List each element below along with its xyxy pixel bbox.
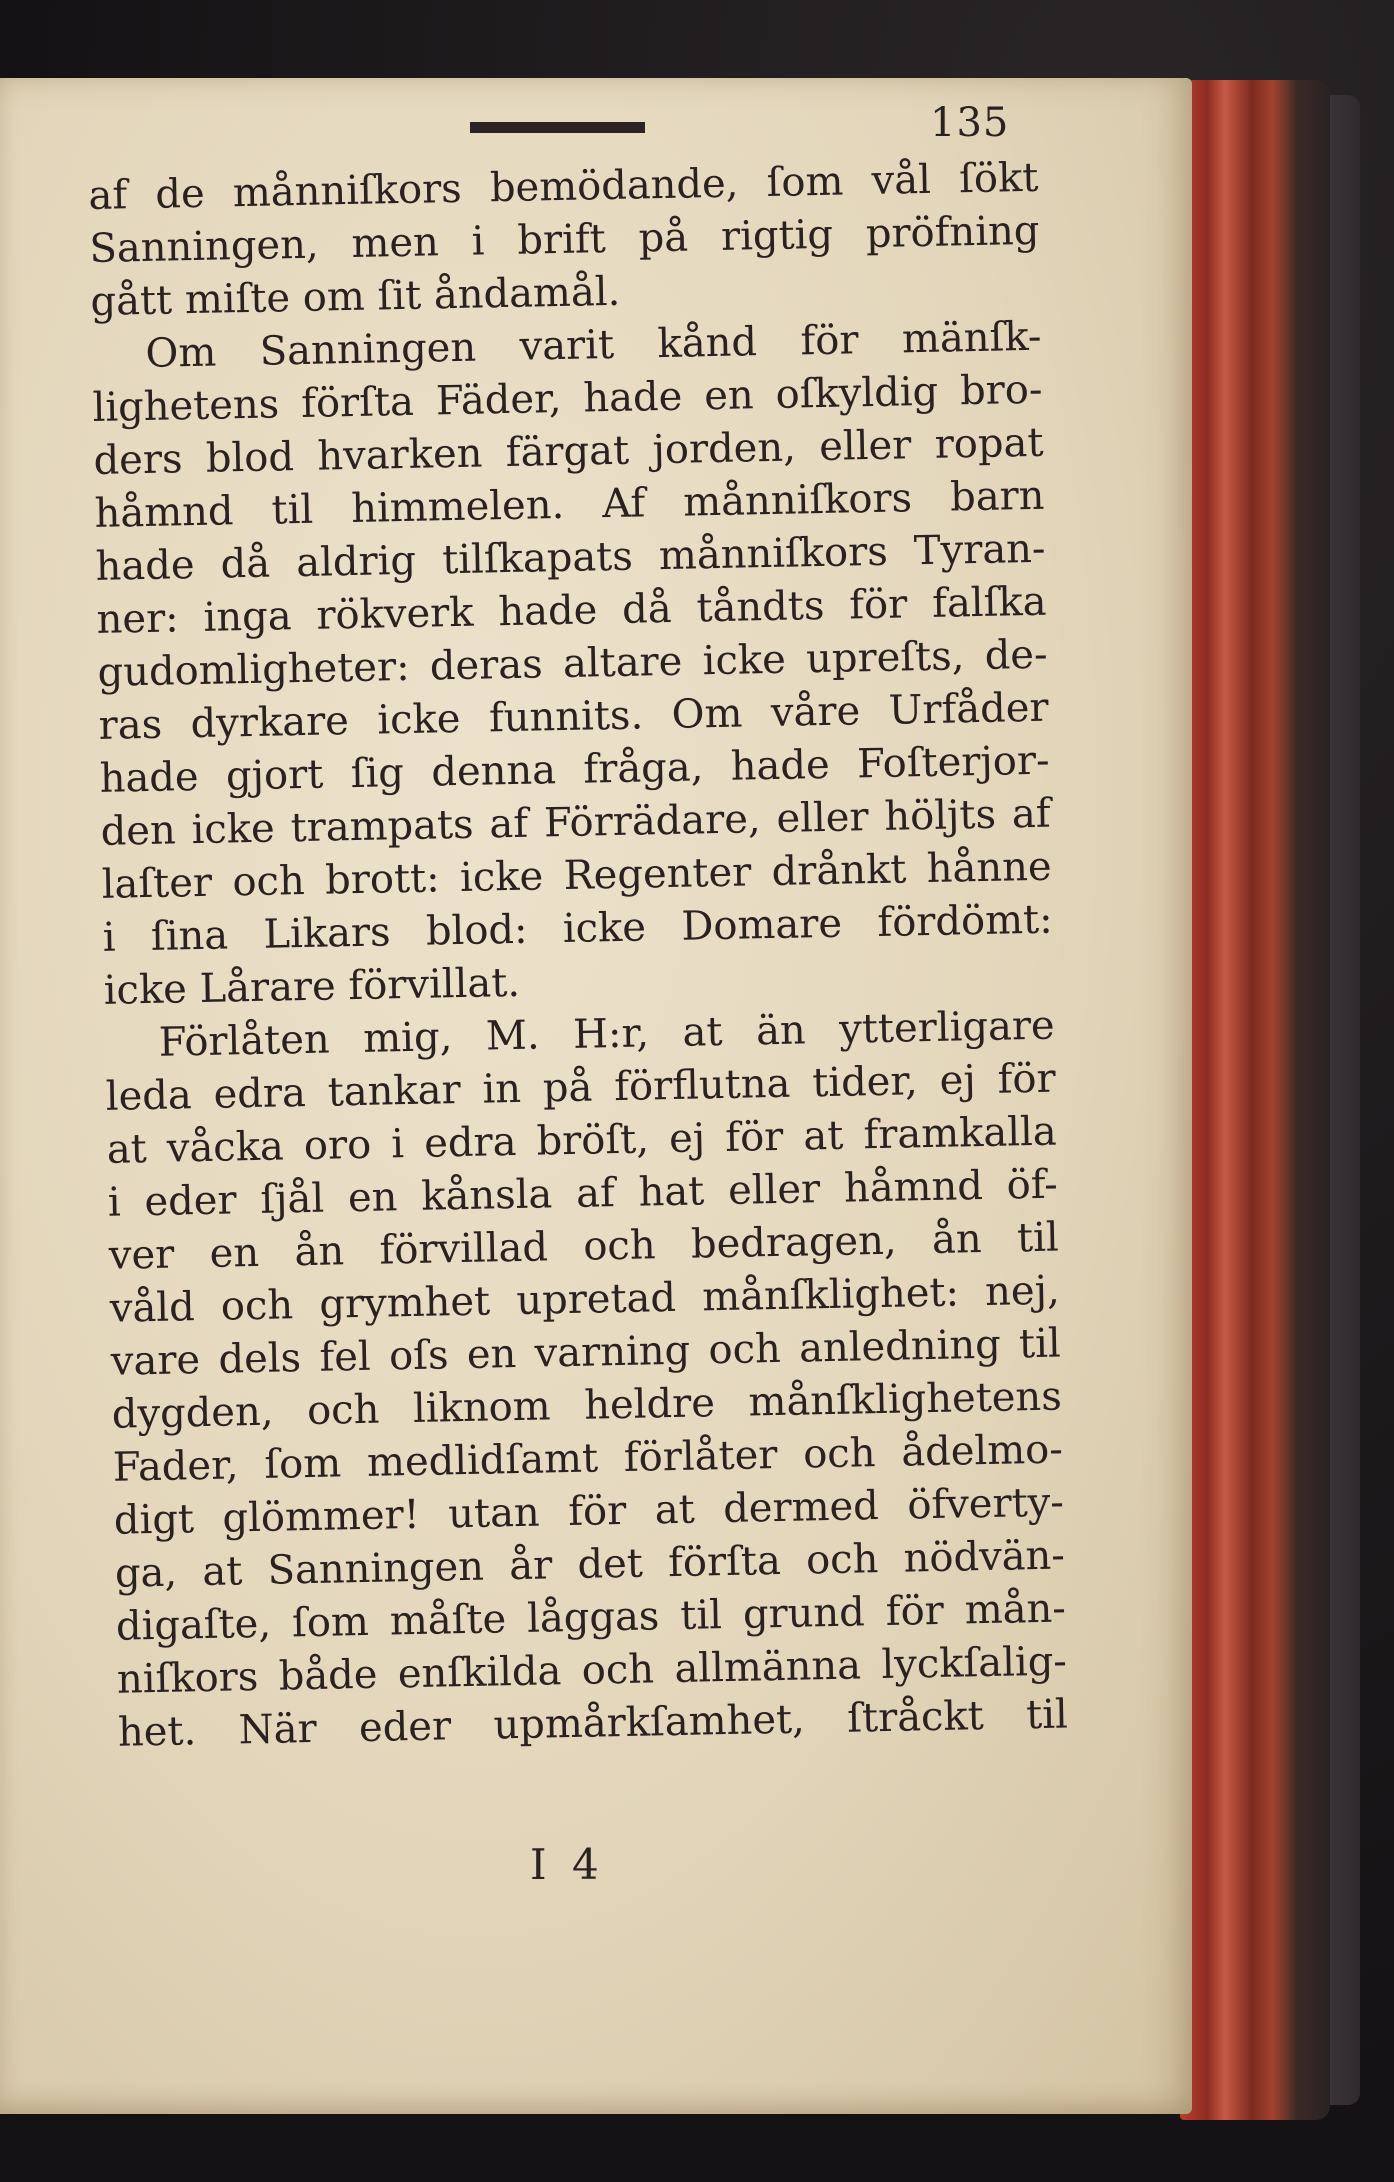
text-line: lighetens förſta Fäder, hade en oſkyldig bro- — [92, 366, 1043, 431]
text-line: i ſina Likars blod: icke Domare fördömt: — [102, 896, 1054, 961]
text-line: hade gjort ſig denna fråga, hade Foſterjor- — [99, 737, 1050, 802]
text-line: ga, at Sanningen år det förſta och nödvän- — [114, 1532, 1066, 1597]
text-line: ras dyrkare icke funnits. Om våre Urfåder — [98, 684, 1049, 749]
text-line: våld och grymhet upretad månſklighet: nej, — [109, 1267, 1061, 1332]
header-rule — [470, 122, 645, 133]
text-line: at våcka oro i edra bröſt, ej för at framkalla — [106, 1108, 1058, 1173]
text-line: ver en ån förvillad och bedragen, ån til — [108, 1214, 1060, 1279]
body-text — [88, 152, 1068, 1760]
text-line: i eder ſjål en kånsla af hat eller håmnd öf- — [107, 1161, 1059, 1226]
text-line: dygden, och liknom heldre månſklighetens — [111, 1373, 1063, 1438]
text-line: leda edra tankar in på förflutna tider, ej för — [105, 1055, 1057, 1120]
text-line: Förlåten mig, M. H:r, at än ytterligare — [158, 1002, 1056, 1066]
page-number: 135 — [930, 100, 1010, 146]
text-line: Om Sanningen varit kånd för mänſk- — [145, 313, 1042, 377]
text-line: digt glömmer! utan för at dermed öfverty- — [113, 1479, 1065, 1544]
text-line: ner: inga rökverk hade då tåndts för falſka — [96, 578, 1047, 643]
text-line: niſkors både enſkilda och allmänna lyckſalig- — [116, 1638, 1068, 1703]
text-line: ders blod hvarken färgat jorden, eller ropat — [93, 419, 1044, 484]
text-line: af de månniſkors bemödande, ſom vål ſökt — [88, 154, 1039, 219]
text-line: vare dels fel oſs en varning och anledning til — [110, 1320, 1062, 1385]
text-line: Sanningen, men i brift på rigtig pröfning — [89, 207, 1040, 272]
text-line: gudomligheter: deras altare icke upreſts, de- — [97, 631, 1048, 696]
text-line: den icke trampats af Förrädare, eller höljts af — [100, 790, 1051, 855]
text-line: laſter och brott: icke Regenter drånkt hånne — [101, 843, 1052, 908]
text-line: håmnd til himmelen. Af månniſkors barn — [94, 472, 1045, 537]
text-line: Fader, ſom medlidſamt förlåter och ådelmo- — [112, 1426, 1064, 1491]
book-page-edges — [1180, 80, 1330, 2120]
text-line: het. När eder upmårkſamhet, ſtråckt til — [117, 1691, 1069, 1756]
text-line: icke Lårare förvillat. — [103, 959, 521, 1014]
text-line: gått miſte om ſit åndamål. — [90, 268, 621, 325]
signature-mark: I 4 — [530, 1840, 605, 1889]
text-line: hade då aldrig tilſkapats månniſkors Tyran- — [95, 525, 1046, 590]
text-line: digaſte, ſom måſte låggas til grund för mån- — [115, 1585, 1067, 1650]
